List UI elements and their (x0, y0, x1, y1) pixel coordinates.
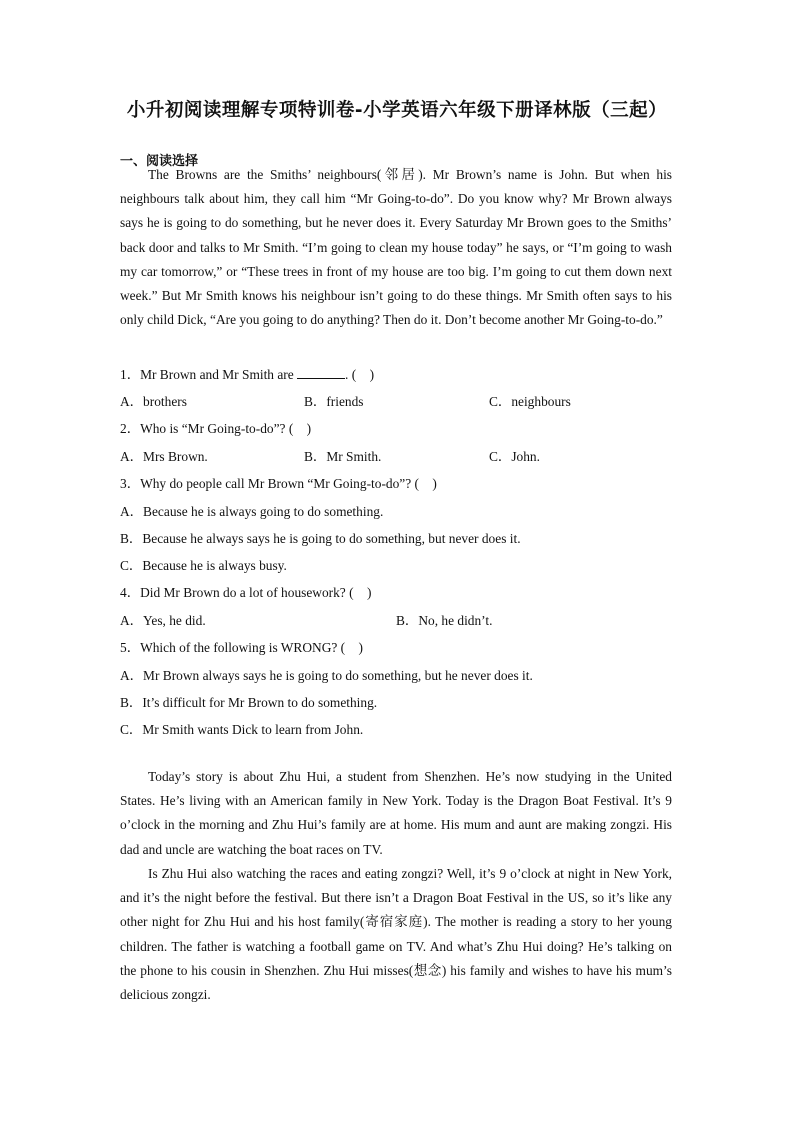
question-1-option-c[interactable]: C．neighbours (489, 394, 571, 409)
question-5-option-a[interactable]: A．Mr Brown always says he is going to do something, but he never does it. (120, 668, 533, 683)
question-1-option-a[interactable]: A．brothers (120, 394, 187, 409)
page-title: 小升初阅读理解专项特训卷-小学英语六年级下册译林版（三起） (126, 100, 668, 121)
question-1-option-b[interactable]: B．friends (304, 394, 364, 409)
question-3-option-b[interactable]: B．Because he always says he is going to do something, but never does it. (120, 531, 521, 546)
reading-passage-1: The Browns are the Smiths’ neighbours(邻居). Mr Brown’s name is John. But when his neighbours talk about him, they call him “Mr Going-to-do”. Do you know why? Mr Brown always says he is going to do something, but he never does it. Every Saturday Mr Brown goes to the Smiths’ back door and talks to Mr Smith. “I’m going to clean my house today” he says, or “I’m going to wash my car tomorrow,” or “These trees in front of my house are too big. I’m going to cut them down next week.” But Mr Smith knows his neighbour isn’t going to do these things. Mr Smith often says to his only child Dick, “Are you going to do anything? Then do it. Don’t become another Mr Going-to-do.” (120, 167, 672, 328)
question-2-option-c[interactable]: C．John. (489, 449, 540, 464)
section-heading: 一、阅读选择 (120, 154, 199, 169)
question-2-option-b[interactable]: B．Mr Smith. (304, 449, 382, 464)
reading-passage-2-paragraph-2: Is Zhu Hui also watching the races and eating zongzi? Well, it’s 9 o’clock at night in New York, and it’s the night before the festival. But there isn’t a Dragon Boat Festival in the US, so it’s like any other night for Zhu Hui and his host family(寄宿家庭). The mother is reading a story to her young children. The father is watching a football game on TV. And what’s Zhu Hui doing? He’s talking on the phone to his cousin in Shenzhen. Zhu Hui misses(想念) his family and wishes to have his mum’s delicious zongzi. (120, 866, 672, 1003)
question-4-option-b[interactable]: B．No, he didn’t. (396, 613, 493, 628)
question-2-option-a[interactable]: A．Mrs Brown. (120, 449, 208, 464)
question-3-stem: 3．Why do people call Mr Brown “Mr Going-to-do”? ( ) (120, 476, 437, 491)
question-4-stem: 4．Did Mr Brown do a lot of housework? ( ) (120, 585, 372, 600)
answer-blank[interactable] (297, 367, 345, 379)
question-5-stem: 5．Which of the following is WRONG? ( ) (120, 640, 363, 655)
question-3-option-a[interactable]: A．Because he is always going to do something. (120, 504, 384, 519)
question-4-option-a[interactable]: A．Yes, he did. (120, 613, 206, 628)
question-3-option-c[interactable]: C．Because he is always busy. (120, 558, 287, 573)
question-5-option-b[interactable]: B．It’s difficult for Mr Brown to do something. (120, 695, 378, 710)
question-2-stem: 2．Who is “Mr Going-to-do”? ( ) (120, 421, 312, 436)
reading-passage-2-paragraph-1: Today’s story is about Zhu Hui, a student from Shenzhen. He’s now studying in the United States. He’s living with an American family in New York. Today is the Dragon Boat Festival. It’s 9 o’clock in the morning and Zhu Hui’s family are at home. His mum and aunt are making zongzi. His dad and uncle are watching the boat races on TV. (120, 769, 672, 857)
question-1-stem: 1．Mr Brown and Mr Smith are . ( ) (120, 367, 375, 382)
question-5-option-c[interactable]: C．Mr Smith wants Dick to learn from John. (120, 722, 364, 737)
